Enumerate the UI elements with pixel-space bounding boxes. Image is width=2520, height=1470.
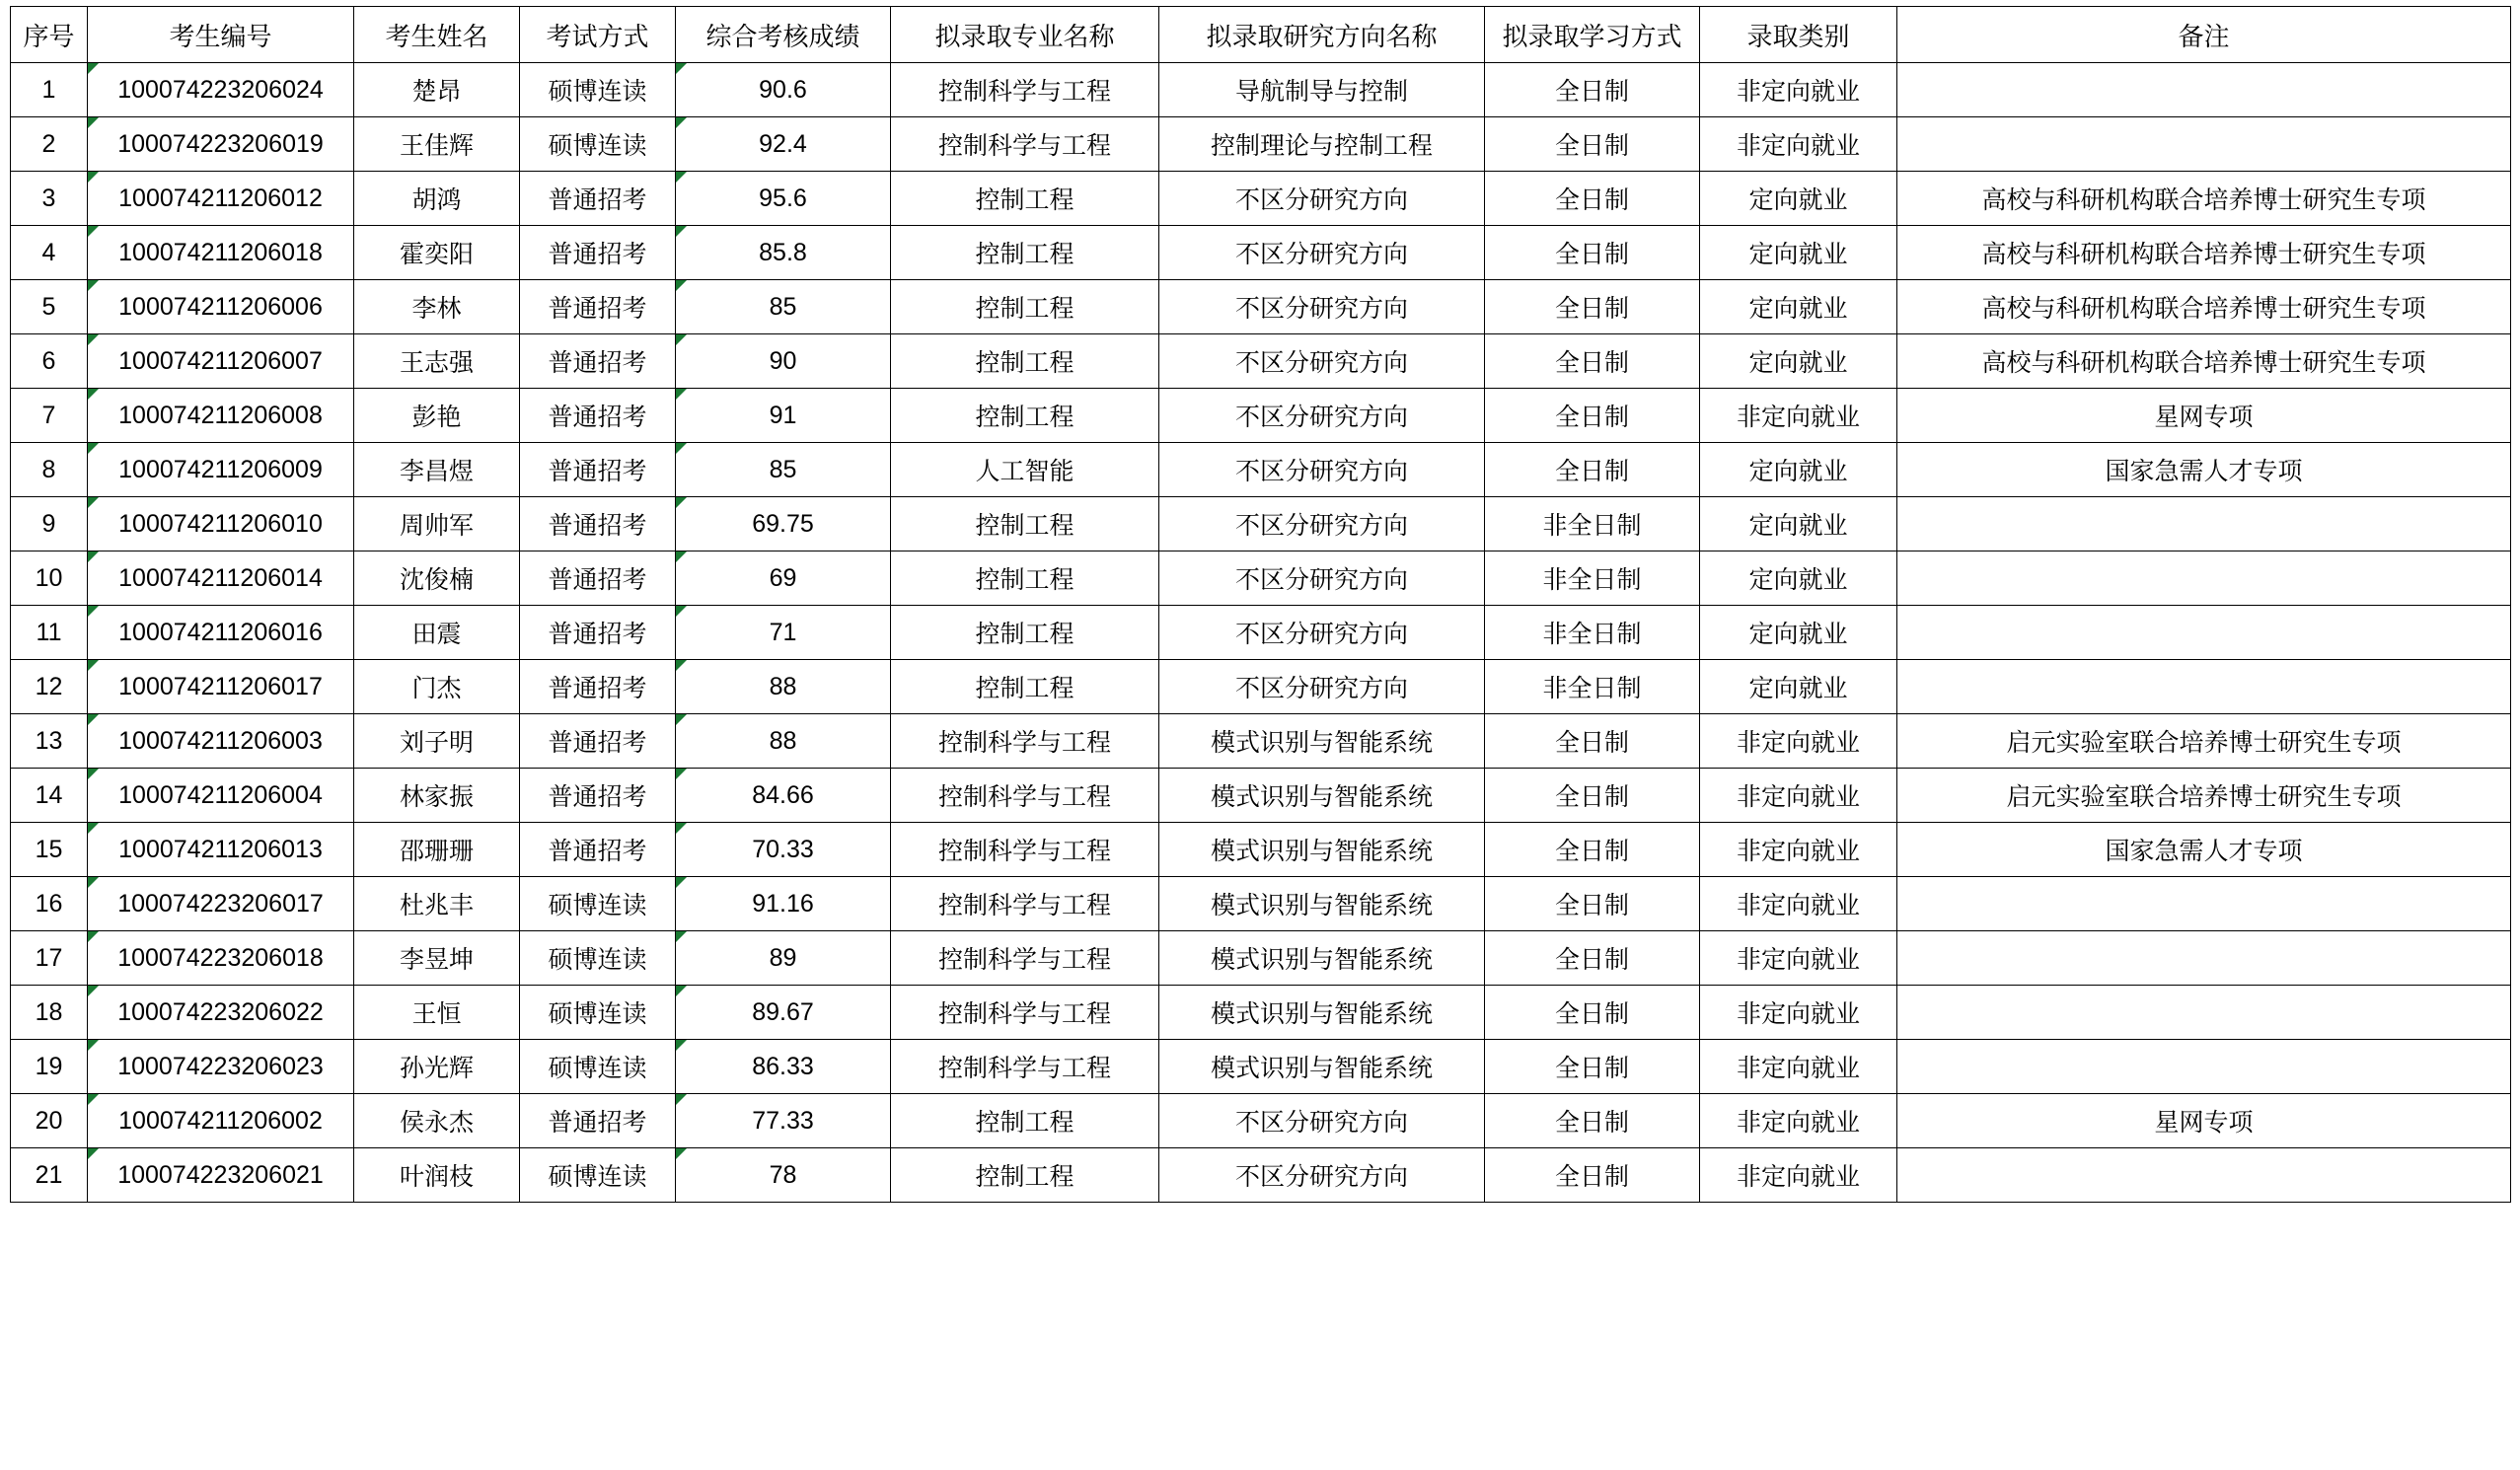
cell-study-mode: 全日制	[1485, 823, 1700, 877]
cell-remark	[1897, 1148, 2511, 1203]
cell-remark	[1897, 1040, 2511, 1094]
cell-score: 91.16	[676, 877, 891, 931]
cell-score: 85	[676, 280, 891, 334]
cell-remark: 国家急需人才专项	[1897, 443, 2511, 497]
cell-no: 5	[11, 280, 88, 334]
cell-direction: 模式识别与智能系统	[1159, 714, 1485, 769]
cell-candidate-name: 彭艳	[354, 389, 520, 443]
cell-no: 19	[11, 1040, 88, 1094]
cell-exam-type: 普通招考	[520, 1094, 676, 1148]
table-row	[11, 117, 2511, 172]
table-row	[11, 551, 2511, 606]
cell-score: 88	[676, 660, 891, 714]
cell-no: 1	[11, 63, 88, 117]
cell-candidate-id: 100074211206016	[88, 606, 354, 660]
cell-direction: 导航制导与控制	[1159, 63, 1485, 117]
cell-score: 77.33	[676, 1094, 891, 1148]
cell-study-mode: 全日制	[1485, 443, 1700, 497]
cell-major: 控制工程	[891, 606, 1159, 660]
cell-exam-type: 普通招考	[520, 497, 676, 551]
cell-major: 控制工程	[891, 660, 1159, 714]
cell-category: 定向就业	[1700, 226, 1897, 280]
table-row	[11, 1094, 2511, 1148]
table-body	[11, 63, 2511, 1203]
cell-exam-type: 普通招考	[520, 389, 676, 443]
cell-remark	[1897, 877, 2511, 931]
cell-category: 定向就业	[1700, 280, 1897, 334]
cell-category: 非定向就业	[1700, 877, 1897, 931]
cell-candidate-id: 100074223206018	[88, 931, 354, 986]
table-row	[11, 606, 2511, 660]
cell-direction: 模式识别与智能系统	[1159, 1040, 1485, 1094]
cell-study-mode: 非全日制	[1485, 497, 1700, 551]
cell-exam-type: 硕博连读	[520, 931, 676, 986]
cell-candidate-name: 王佳辉	[354, 117, 520, 172]
cell-direction: 模式识别与智能系统	[1159, 769, 1485, 823]
cell-major: 控制科学与工程	[891, 63, 1159, 117]
cell-remark	[1897, 606, 2511, 660]
cell-no: 8	[11, 443, 88, 497]
cell-direction: 不区分研究方向	[1159, 280, 1485, 334]
cell-no: 9	[11, 497, 88, 551]
column-header-no: 序号	[11, 7, 88, 63]
cell-score: 71	[676, 606, 891, 660]
cell-score: 89	[676, 931, 891, 986]
cell-candidate-name: 邵珊珊	[354, 823, 520, 877]
cell-no: 4	[11, 226, 88, 280]
cell-no: 13	[11, 714, 88, 769]
cell-category: 定向就业	[1700, 172, 1897, 226]
table-row	[11, 389, 2511, 443]
cell-remark: 星网专项	[1897, 1094, 2511, 1148]
cell-exam-type: 普通招考	[520, 334, 676, 389]
cell-study-mode: 全日制	[1485, 389, 1700, 443]
cell-category: 定向就业	[1700, 660, 1897, 714]
cell-major: 控制工程	[891, 497, 1159, 551]
cell-exam-type: 普通招考	[520, 443, 676, 497]
cell-candidate-name: 田震	[354, 606, 520, 660]
cell-major: 控制工程	[891, 1094, 1159, 1148]
cell-remark	[1897, 497, 2511, 551]
cell-direction: 不区分研究方向	[1159, 172, 1485, 226]
cell-score: 85	[676, 443, 891, 497]
cell-no: 16	[11, 877, 88, 931]
column-header-candidate-id: 考生编号	[88, 7, 354, 63]
cell-major: 人工智能	[891, 443, 1159, 497]
cell-score: 69.75	[676, 497, 891, 551]
cell-candidate-name: 周帅军	[354, 497, 520, 551]
table-row	[11, 931, 2511, 986]
cell-exam-type: 硕博连读	[520, 877, 676, 931]
cell-major: 控制科学与工程	[891, 986, 1159, 1040]
cell-major: 控制科学与工程	[891, 823, 1159, 877]
cell-major: 控制科学与工程	[891, 931, 1159, 986]
cell-major: 控制科学与工程	[891, 714, 1159, 769]
cell-category: 非定向就业	[1700, 823, 1897, 877]
cell-candidate-name: 沈俊楠	[354, 551, 520, 606]
cell-major: 控制科学与工程	[891, 769, 1159, 823]
cell-exam-type: 普通招考	[520, 226, 676, 280]
cell-remark	[1897, 660, 2511, 714]
cell-candidate-name: 李昌煜	[354, 443, 520, 497]
table-header-row	[11, 7, 2511, 63]
table-row	[11, 877, 2511, 931]
cell-study-mode: 全日制	[1485, 280, 1700, 334]
cell-study-mode: 全日制	[1485, 931, 1700, 986]
cell-study-mode: 非全日制	[1485, 606, 1700, 660]
cell-score: 85.8	[676, 226, 891, 280]
cell-candidate-name: 林家振	[354, 769, 520, 823]
cell-category: 非定向就业	[1700, 1094, 1897, 1148]
cell-study-mode: 全日制	[1485, 334, 1700, 389]
cell-study-mode: 全日制	[1485, 1094, 1700, 1148]
cell-candidate-id: 100074211206007	[88, 334, 354, 389]
cell-major: 控制科学与工程	[891, 877, 1159, 931]
admission-table	[10, 6, 2511, 1203]
cell-candidate-name: 侯永杰	[354, 1094, 520, 1148]
cell-study-mode: 全日制	[1485, 714, 1700, 769]
cell-remark: 高校与科研机构联合培养博士研究生专项	[1897, 280, 2511, 334]
cell-exam-type: 普通招考	[520, 769, 676, 823]
cell-exam-type: 普通招考	[520, 280, 676, 334]
column-header-exam-type: 考试方式	[520, 7, 676, 63]
cell-candidate-name: 李昱坤	[354, 931, 520, 986]
cell-category: 非定向就业	[1700, 117, 1897, 172]
cell-direction: 不区分研究方向	[1159, 1148, 1485, 1203]
cell-exam-type: 硕博连读	[520, 1148, 676, 1203]
cell-study-mode: 全日制	[1485, 769, 1700, 823]
cell-remark	[1897, 551, 2511, 606]
cell-no: 3	[11, 172, 88, 226]
table-row	[11, 443, 2511, 497]
cell-direction: 不区分研究方向	[1159, 497, 1485, 551]
cell-candidate-id: 100074211206017	[88, 660, 354, 714]
cell-no: 11	[11, 606, 88, 660]
cell-candidate-id: 100074211206004	[88, 769, 354, 823]
cell-candidate-name: 王志强	[354, 334, 520, 389]
cell-remark: 高校与科研机构联合培养博士研究生专项	[1897, 334, 2511, 389]
table-row	[11, 1148, 2511, 1203]
cell-candidate-name: 霍奕阳	[354, 226, 520, 280]
cell-exam-type: 普通招考	[520, 823, 676, 877]
column-header-remark: 备注	[1897, 7, 2511, 63]
cell-candidate-name: 李林	[354, 280, 520, 334]
cell-category: 非定向就业	[1700, 931, 1897, 986]
cell-score: 90.6	[676, 63, 891, 117]
cell-major: 控制工程	[891, 226, 1159, 280]
cell-exam-type: 普通招考	[520, 714, 676, 769]
cell-candidate-name: 王恒	[354, 986, 520, 1040]
cell-no: 14	[11, 769, 88, 823]
cell-candidate-id: 100074211206010	[88, 497, 354, 551]
cell-candidate-id: 100074223206019	[88, 117, 354, 172]
cell-study-mode: 全日制	[1485, 226, 1700, 280]
cell-major: 控制工程	[891, 280, 1159, 334]
cell-score: 84.66	[676, 769, 891, 823]
cell-candidate-id: 100074223206022	[88, 986, 354, 1040]
cell-no: 12	[11, 660, 88, 714]
cell-direction: 模式识别与智能系统	[1159, 823, 1485, 877]
cell-score: 89.67	[676, 986, 891, 1040]
cell-candidate-id: 100074211206008	[88, 389, 354, 443]
column-header-direction: 拟录取研究方向名称	[1159, 7, 1485, 63]
cell-score: 69	[676, 551, 891, 606]
cell-score: 88	[676, 714, 891, 769]
column-header-candidate-name: 考生姓名	[354, 7, 520, 63]
cell-direction: 不区分研究方向	[1159, 1094, 1485, 1148]
cell-remark	[1897, 986, 2511, 1040]
cell-exam-type: 普通招考	[520, 551, 676, 606]
cell-study-mode: 全日制	[1485, 877, 1700, 931]
cell-candidate-id: 100074223206017	[88, 877, 354, 931]
column-header-score: 综合考核成绩	[676, 7, 891, 63]
cell-remark: 高校与科研机构联合培养博士研究生专项	[1897, 226, 2511, 280]
cell-category: 定向就业	[1700, 606, 1897, 660]
cell-study-mode: 全日制	[1485, 1148, 1700, 1203]
cell-study-mode: 全日制	[1485, 1040, 1700, 1094]
cell-no: 2	[11, 117, 88, 172]
cell-candidate-id: 100074211206006	[88, 280, 354, 334]
cell-major: 控制科学与工程	[891, 1040, 1159, 1094]
cell-candidate-id: 100074223206021	[88, 1148, 354, 1203]
cell-remark: 星网专项	[1897, 389, 2511, 443]
cell-major: 控制工程	[891, 389, 1159, 443]
cell-candidate-name: 楚昂	[354, 63, 520, 117]
table-row	[11, 1040, 2511, 1094]
cell-category: 非定向就业	[1700, 63, 1897, 117]
cell-category: 非定向就业	[1700, 1040, 1897, 1094]
cell-category: 非定向就业	[1700, 1148, 1897, 1203]
cell-candidate-name: 刘子明	[354, 714, 520, 769]
cell-remark: 国家急需人才专项	[1897, 823, 2511, 877]
cell-score: 92.4	[676, 117, 891, 172]
cell-category: 非定向就业	[1700, 389, 1897, 443]
cell-exam-type: 硕博连读	[520, 986, 676, 1040]
cell-no: 17	[11, 931, 88, 986]
cell-direction: 不区分研究方向	[1159, 389, 1485, 443]
cell-direction: 模式识别与智能系统	[1159, 931, 1485, 986]
cell-candidate-name: 胡鸿	[354, 172, 520, 226]
cell-remark	[1897, 117, 2511, 172]
cell-study-mode: 全日制	[1485, 986, 1700, 1040]
cell-no: 10	[11, 551, 88, 606]
cell-candidate-name: 门杰	[354, 660, 520, 714]
cell-remark: 启元实验室联合培养博士研究生专项	[1897, 714, 2511, 769]
cell-category: 非定向就业	[1700, 714, 1897, 769]
table-row	[11, 497, 2511, 551]
cell-category: 定向就业	[1700, 497, 1897, 551]
cell-exam-type: 普通招考	[520, 660, 676, 714]
table-row	[11, 280, 2511, 334]
cell-no: 18	[11, 986, 88, 1040]
cell-no: 7	[11, 389, 88, 443]
cell-category: 定向就业	[1700, 334, 1897, 389]
cell-candidate-id: 100074223206024	[88, 63, 354, 117]
cell-exam-type: 普通招考	[520, 606, 676, 660]
cell-no: 20	[11, 1094, 88, 1148]
cell-candidate-name: 叶润枝	[354, 1148, 520, 1203]
cell-candidate-id: 100074211206018	[88, 226, 354, 280]
cell-candidate-id: 100074211206012	[88, 172, 354, 226]
table-row	[11, 172, 2511, 226]
cell-no: 15	[11, 823, 88, 877]
cell-candidate-id: 100074223206023	[88, 1040, 354, 1094]
cell-score: 70.33	[676, 823, 891, 877]
cell-no: 21	[11, 1148, 88, 1203]
table-row	[11, 226, 2511, 280]
cell-direction: 不区分研究方向	[1159, 660, 1485, 714]
cell-remark: 高校与科研机构联合培养博士研究生专项	[1897, 172, 2511, 226]
cell-direction: 模式识别与智能系统	[1159, 877, 1485, 931]
cell-study-mode: 全日制	[1485, 63, 1700, 117]
cell-candidate-name: 杜兆丰	[354, 877, 520, 931]
cell-score: 91	[676, 389, 891, 443]
cell-major: 控制科学与工程	[891, 117, 1159, 172]
cell-candidate-id: 100074211206002	[88, 1094, 354, 1148]
cell-direction: 模式识别与智能系统	[1159, 986, 1485, 1040]
cell-direction: 不区分研究方向	[1159, 226, 1485, 280]
column-header-category: 录取类别	[1700, 7, 1897, 63]
table-row	[11, 334, 2511, 389]
table-row	[11, 660, 2511, 714]
cell-study-mode: 非全日制	[1485, 551, 1700, 606]
cell-exam-type: 硕博连读	[520, 63, 676, 117]
cell-major: 控制工程	[891, 172, 1159, 226]
cell-direction: 不区分研究方向	[1159, 334, 1485, 389]
cell-study-mode: 全日制	[1485, 117, 1700, 172]
cell-remark	[1897, 931, 2511, 986]
column-header-major: 拟录取专业名称	[891, 7, 1159, 63]
table-row	[11, 986, 2511, 1040]
cell-category: 定向就业	[1700, 443, 1897, 497]
cell-exam-type: 普通招考	[520, 172, 676, 226]
cell-study-mode: 全日制	[1485, 172, 1700, 226]
cell-category: 非定向就业	[1700, 769, 1897, 823]
cell-candidate-name: 孙光辉	[354, 1040, 520, 1094]
cell-score: 90	[676, 334, 891, 389]
cell-direction: 控制理论与控制工程	[1159, 117, 1485, 172]
cell-candidate-id: 100074211206014	[88, 551, 354, 606]
cell-candidate-id: 100074211206003	[88, 714, 354, 769]
cell-major: 控制工程	[891, 334, 1159, 389]
table-row	[11, 823, 2511, 877]
table-row	[11, 769, 2511, 823]
cell-no: 6	[11, 334, 88, 389]
column-header-study-mode: 拟录取学习方式	[1485, 7, 1700, 63]
cell-direction: 不区分研究方向	[1159, 551, 1485, 606]
cell-candidate-id: 100074211206009	[88, 443, 354, 497]
cell-category: 非定向就业	[1700, 986, 1897, 1040]
table-row	[11, 714, 2511, 769]
cell-major: 控制工程	[891, 1148, 1159, 1203]
cell-category: 定向就业	[1700, 551, 1897, 606]
cell-remark: 启元实验室联合培养博士研究生专项	[1897, 769, 2511, 823]
cell-candidate-id: 100074211206013	[88, 823, 354, 877]
cell-major: 控制工程	[891, 551, 1159, 606]
cell-score: 78	[676, 1148, 891, 1203]
cell-score: 95.6	[676, 172, 891, 226]
cell-score: 86.33	[676, 1040, 891, 1094]
cell-exam-type: 硕博连读	[520, 1040, 676, 1094]
cell-exam-type: 硕博连读	[520, 117, 676, 172]
cell-direction: 不区分研究方向	[1159, 606, 1485, 660]
cell-direction: 不区分研究方向	[1159, 443, 1485, 497]
table-row	[11, 63, 2511, 117]
cell-remark	[1897, 63, 2511, 117]
cell-study-mode: 非全日制	[1485, 660, 1700, 714]
